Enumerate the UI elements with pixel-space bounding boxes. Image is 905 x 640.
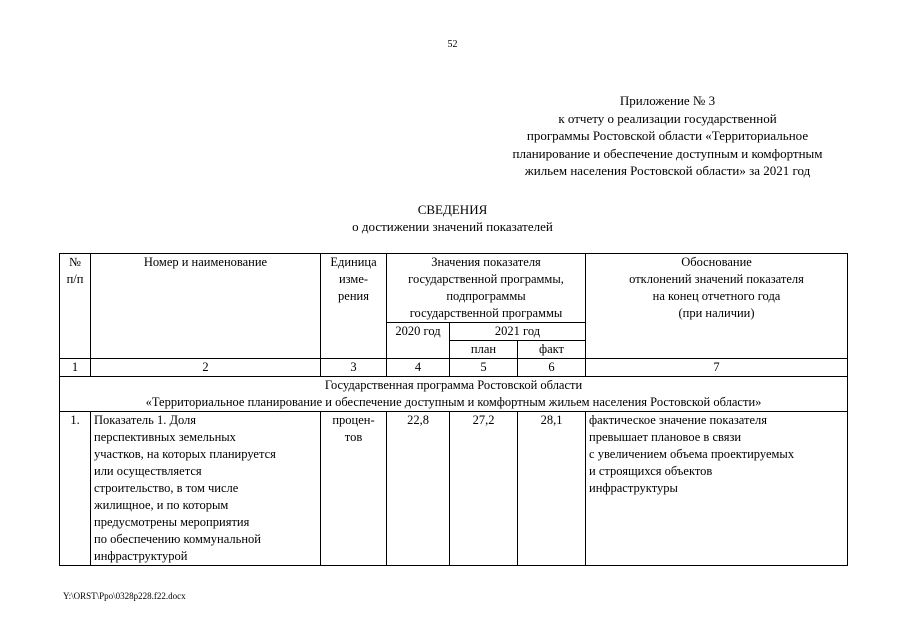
appendix-line: планирование и обеспечение доступным и комфортным bbox=[512, 145, 823, 161]
header-year-2021: 2021 год bbox=[450, 323, 586, 341]
header-unit: Единица изме- рения bbox=[321, 254, 387, 359]
col-number: 5 bbox=[450, 359, 518, 377]
page-number: 52 bbox=[447, 39, 458, 50]
col-number: 3 bbox=[321, 359, 387, 377]
appendix-line: жильем населения Ростовской области» за 2021 год bbox=[524, 163, 811, 178]
appendix-block bbox=[485, 92, 850, 180]
document-heading bbox=[0, 201, 905, 235]
appendix-line: к отчету о реализации государственной bbox=[558, 110, 777, 126]
col-number: 4 bbox=[387, 359, 450, 377]
row-value-plan: 27,2 bbox=[450, 412, 518, 566]
header-fact: факт bbox=[518, 341, 586, 359]
row-value-fact: 28,1 bbox=[518, 412, 586, 566]
row-value-2020: 22,8 bbox=[387, 412, 450, 566]
header-values: Значения показателя государственной программы, подпрограммы государственной программы bbox=[387, 254, 586, 323]
header-reason: Обоснование отклонений значений показателя на конец отчетного года (при наличии) bbox=[586, 254, 848, 359]
header-num: № п/п bbox=[60, 254, 91, 359]
file-path-footer: Y:\ORST\Ppo\0328p228.f22.docx bbox=[63, 591, 186, 601]
col-number: 1 bbox=[60, 359, 91, 377]
header-name: Номер и наименование bbox=[91, 254, 321, 359]
header-year-2020: 2020 год bbox=[387, 323, 450, 359]
row-num: 1. bbox=[60, 412, 91, 566]
heading-subtitle: о достижении значений показателей bbox=[352, 219, 553, 234]
col-number: 2 bbox=[91, 359, 321, 377]
col-number: 6 bbox=[518, 359, 586, 377]
col-number: 7 bbox=[586, 359, 848, 377]
row-reason: фактическое значение показателя превышает плановое в связи с увеличением объема проектируемых и строящихся объектов инфраструктуры bbox=[586, 412, 848, 566]
header-plan: план bbox=[450, 341, 518, 359]
table-row bbox=[60, 412, 848, 566]
section-title: Государственная программа Ростовской области «Территориальное планирование и обеспечение доступным и комфортным жильем населения Ростовской области» bbox=[60, 377, 848, 412]
heading-title: СВЕДЕНИЯ bbox=[417, 202, 488, 217]
appendix-line: Приложение № 3 bbox=[619, 93, 716, 108]
indicators-table bbox=[59, 253, 848, 566]
row-name: Показатель 1. Доля перспективных земельных участков, на которых планируется или осуществляется строительство, в том числе жилищное, и по которым предусмотрены мероприятия по обеспечению коммунальной инфраструктурой bbox=[91, 412, 321, 566]
row-unit: процен- тов bbox=[321, 412, 387, 566]
appendix-line: программы Ростовской области «Территориальное bbox=[526, 128, 809, 143]
